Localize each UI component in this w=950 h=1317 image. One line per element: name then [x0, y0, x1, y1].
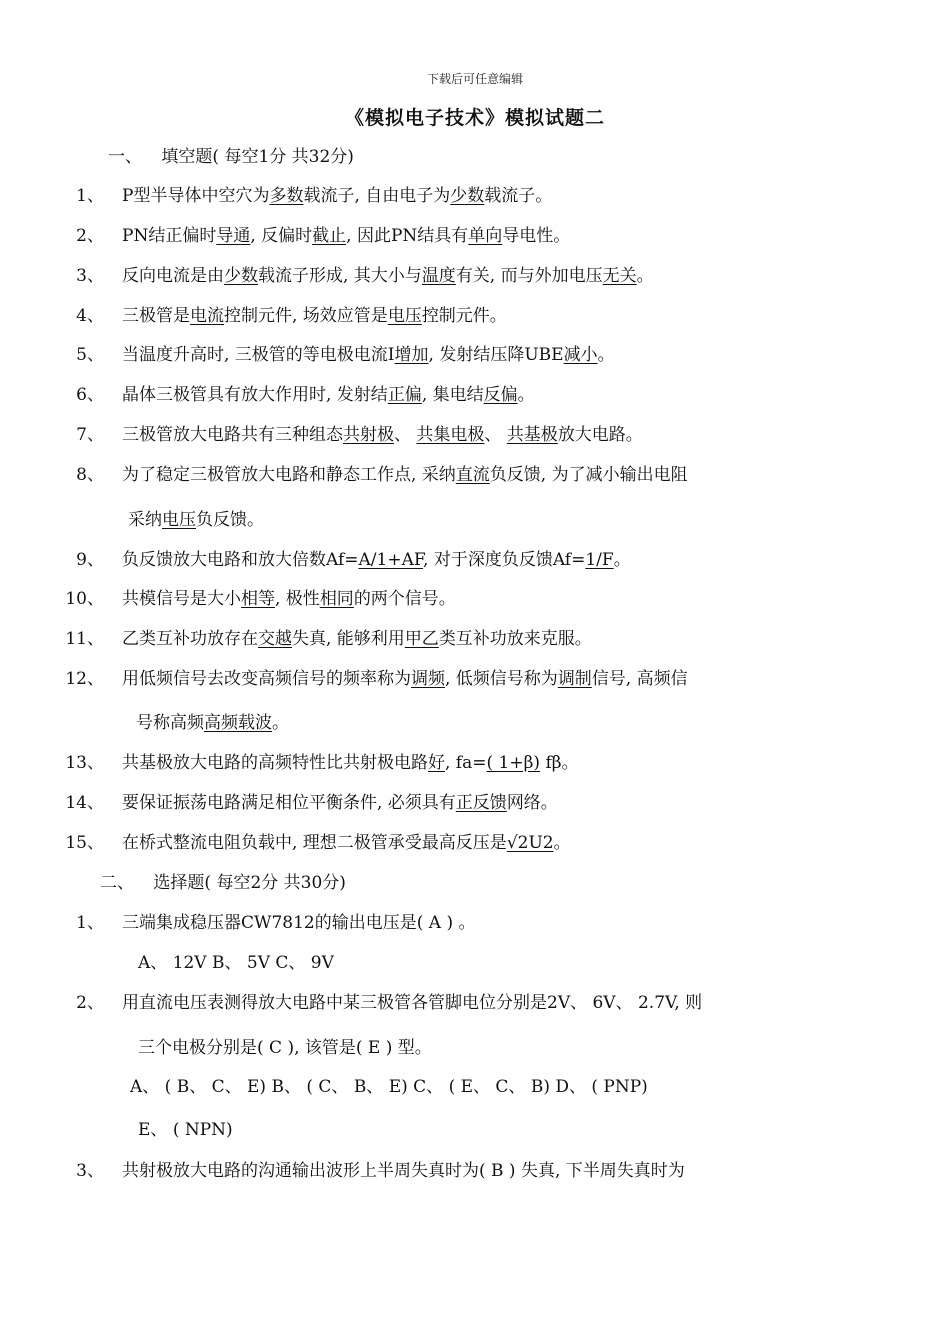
- answer: 电流: [190, 306, 224, 326]
- question-number: 7、: [76, 425, 104, 445]
- answer: 反偏: [483, 385, 518, 405]
- answer: 多数: [269, 186, 304, 206]
- answer: 调制: [557, 669, 592, 689]
- text: , 极性: [275, 589, 320, 609]
- question-2: [60, 224, 570, 248]
- text: , 集电结: [421, 385, 484, 405]
- question-text-continued: 三个电极分别是( C ), 该管是( E ) 型。: [138, 1038, 432, 1058]
- question-number: 10、: [65, 589, 104, 609]
- question-number: 14、: [65, 793, 104, 813]
- question-text: 共射极放大电路的沟通输出波形上半周失真时为( B ) 失真, 下半周失真时为: [122, 1161, 685, 1181]
- answer: ( 1+β): [486, 753, 541, 773]
- question-number: 8、: [76, 465, 104, 485]
- section-2-heading: [100, 871, 346, 895]
- text: 。: [553, 833, 571, 853]
- question-number: 9、: [76, 550, 104, 570]
- text: , 反偏时: [250, 226, 313, 246]
- text: 信号, 高频信: [591, 669, 688, 689]
- answer: 交越: [258, 629, 292, 649]
- question-1: [60, 184, 552, 208]
- question-3: [60, 264, 654, 288]
- question-number: 6、: [76, 385, 104, 405]
- question-11: [60, 627, 592, 651]
- text: 负反馈放大电路和放大倍数Af=: [122, 550, 359, 570]
- text: fβ。: [540, 753, 579, 773]
- question-number: 2、: [76, 993, 104, 1013]
- question-12-continued: [136, 711, 289, 735]
- text: 的两个信号。: [353, 589, 456, 609]
- question-7: [60, 423, 643, 447]
- answer: 少数: [450, 186, 485, 206]
- answer: 减小: [563, 345, 598, 365]
- question-number: 15、: [65, 833, 104, 853]
- text: 、: [484, 425, 507, 445]
- text: 采纳: [128, 510, 162, 530]
- answer: 共射极: [343, 425, 394, 445]
- text: 。: [272, 713, 289, 733]
- choice-options: A、 ( B、 C、 E) B、 ( C、 B、 E) C、 ( E、 C、 B) D、 ( PNP): [130, 1077, 648, 1097]
- answer: 电压: [387, 306, 422, 326]
- question-number: 1、: [76, 913, 104, 933]
- answer: 共集电极: [416, 425, 485, 445]
- question-10: [60, 587, 456, 611]
- answer: 高频载波: [204, 713, 272, 733]
- answer: 单向: [468, 226, 503, 246]
- answer: 直流: [455, 465, 490, 485]
- text: , 因此PN结具有: [346, 226, 469, 246]
- text: 在桥式整流电阻负载中, 理想二极管承受最高反压是: [122, 833, 507, 853]
- text: 反向电流是由: [122, 266, 224, 286]
- text: 负反馈。: [196, 510, 264, 530]
- question-number: 12、: [65, 669, 104, 689]
- question-number: 4、: [76, 306, 104, 326]
- answer: 增加: [394, 345, 429, 365]
- answer: 少数: [224, 266, 258, 286]
- section-number: 一、: [108, 147, 142, 167]
- answer: 相同: [319, 589, 354, 609]
- text: 控制元件, 场效应管是: [224, 306, 388, 326]
- question-4: [60, 304, 507, 328]
- text: 号称高频: [136, 713, 204, 733]
- choice-question-2: [60, 991, 702, 1015]
- text: 共基极放大电路的高频特性比共射极电路: [122, 753, 428, 773]
- text: , 低频信号称为: [445, 669, 558, 689]
- answer: 1/F: [585, 550, 614, 570]
- question-number: 13、: [65, 753, 104, 773]
- section-text: 填空题( 每空1分 共32分): [161, 147, 354, 167]
- text: , fa=: [445, 753, 487, 773]
- text: 失真, 能够利用: [292, 629, 405, 649]
- text: 载流子, 自由电子为: [303, 186, 451, 206]
- answer: 截止: [312, 226, 347, 246]
- question-number: 3、: [76, 1161, 104, 1181]
- text: 。: [597, 345, 615, 365]
- answer: 正反馈: [455, 793, 507, 813]
- answer: 温度: [421, 266, 456, 286]
- text: 当温度升高时, 三极管的等电极电流I: [122, 345, 395, 365]
- text: PN结正偏时: [122, 226, 217, 246]
- answer: 无关: [602, 266, 637, 286]
- question-13: [60, 751, 579, 775]
- text: 乙类互补功放存在: [122, 629, 258, 649]
- answer: 导通: [216, 226, 251, 246]
- answer: 相等: [241, 589, 275, 609]
- text: 用低频信号去改变高频信号的频率称为: [122, 669, 411, 689]
- question-12: [60, 667, 688, 691]
- question-8: [60, 463, 688, 487]
- choice-options: A、 12V B、 5V C、 9V: [138, 953, 334, 973]
- answer: √2U2: [506, 833, 554, 853]
- answer: 好: [428, 753, 445, 773]
- question-15: [60, 831, 571, 855]
- answer: 调频: [411, 669, 445, 689]
- choice-question-1: [60, 911, 476, 935]
- answer: A/1+AF: [358, 550, 424, 570]
- question-number: 11、: [65, 629, 104, 649]
- question-9: [60, 548, 631, 572]
- text: 有关, 而与外加电压: [455, 266, 603, 286]
- choice-options: E、 ( NPN): [138, 1120, 233, 1140]
- section-number: 二、: [100, 873, 134, 893]
- answer: 甲乙: [404, 629, 439, 649]
- text: 、: [394, 425, 417, 445]
- section-text: 选择题( 每空2分 共30分): [153, 873, 346, 893]
- question-number: 2、: [76, 226, 104, 246]
- text: 晶体三极管具有放大作用时, 发射结: [122, 385, 388, 405]
- text: 共模信号是大小: [122, 589, 241, 609]
- text: 。: [636, 266, 654, 286]
- choice-question-3: [60, 1159, 685, 1183]
- text: 类互补功放来克服。: [438, 629, 592, 649]
- page-title: 《模拟电子技术》模拟试题二: [344, 107, 605, 129]
- text: , 发射结压降UBE: [428, 345, 564, 365]
- text: 要保证振荡电路满足相位平衡条件, 必须具有: [122, 793, 456, 813]
- text: 网络。: [506, 793, 558, 813]
- question-14: [60, 791, 558, 815]
- section-1-heading: [108, 145, 354, 169]
- text: 。: [517, 385, 535, 405]
- question-number: 5、: [76, 345, 104, 365]
- answer: 电压: [162, 510, 196, 530]
- question-number: 1、: [76, 186, 104, 206]
- answer: 正偏: [387, 385, 422, 405]
- question-text: 用直流电压表测得放大电路中某三极管各管脚电位分别是2V、 6V、 2.7V, 则: [122, 993, 703, 1013]
- question-text: 三端集成稳压器CW7812的输出电压是( A ) 。: [122, 913, 476, 933]
- text: 放大电路。: [557, 425, 643, 445]
- question-number: 3、: [76, 266, 104, 286]
- question-6: [60, 383, 535, 407]
- text: 载流子形成, 其大小与: [258, 266, 422, 286]
- question-5: [60, 343, 615, 367]
- question-8-continued: [128, 508, 264, 532]
- text: 三极管放大电路共有三种组态: [122, 425, 343, 445]
- text: , 对于深度负反馈Af=: [423, 550, 586, 570]
- text: 控制元件。: [421, 306, 507, 326]
- page-header: 下载后可任意编辑: [426, 72, 523, 86]
- text: 负反馈, 为了减小输出电阻: [489, 465, 688, 485]
- text: 载流子。: [484, 186, 553, 206]
- text: P型半导体中空穴为: [122, 186, 270, 206]
- text: 为了稳定三极管放大电路和静态工作点, 采纳: [122, 465, 456, 485]
- text: 。: [613, 550, 631, 570]
- text: 导电性。: [502, 226, 571, 246]
- answer: 共基极: [506, 425, 558, 445]
- text: 三极管是: [122, 306, 190, 326]
